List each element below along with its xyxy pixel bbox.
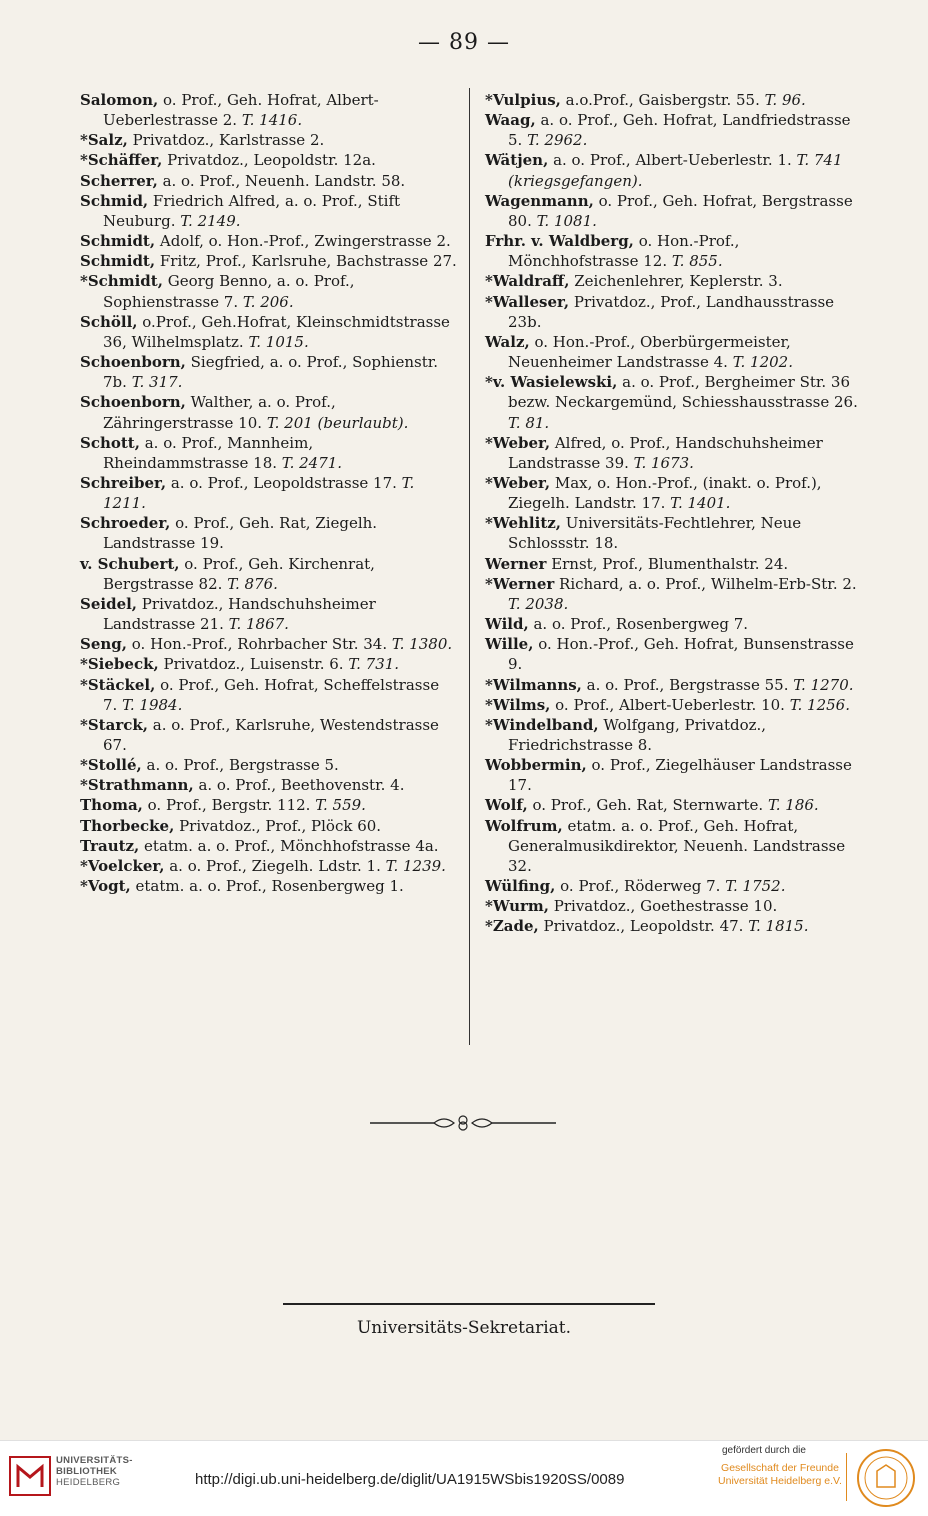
entry-telephone: T. 2149.	[180, 211, 241, 230]
right-column	[485, 90, 863, 937]
entry-name: Walz,	[485, 332, 530, 351]
directory-entry	[80, 392, 458, 432]
entry-name: Thoma,	[80, 796, 143, 815]
society-name-line2: Universität Heidelberg e.V.	[718, 1474, 842, 1487]
library-name-line3: HEIDELBERG	[56, 1477, 121, 1488]
entry-details: a. o. Prof., Leopoldstrasse 17.	[166, 473, 402, 492]
directory-entry	[80, 795, 458, 815]
ornament-divider	[370, 1112, 556, 1134]
directory-entry	[485, 271, 863, 291]
entry-name: *Wilms,	[485, 695, 551, 714]
directory-entry	[485, 473, 863, 513]
entry-details: Privatdoz., Goethestrasse 10.	[548, 897, 778, 916]
permalink-url[interactable]: http://digi.ub.uni-heidelberg.de/diglit/UA1915WSbis1920SS/0089	[195, 1471, 625, 1488]
entry-telephone: T. 1416.	[241, 111, 303, 130]
entry-name: *Siebeck,	[80, 655, 159, 674]
entry-details: Universitäts-Fechtlehrer, Neue Schlossstr. 18.	[508, 514, 802, 553]
entry-name: Seng,	[80, 635, 127, 654]
directory-entry	[485, 695, 863, 715]
entry-details: o. Prof., Röderweg 7.	[555, 877, 726, 896]
directory-entry	[80, 554, 458, 594]
entry-name: Frhr. v. Waldberg,	[485, 232, 634, 251]
entry-telephone: T. 1401.	[670, 494, 731, 513]
entry-name: Thorbecke,	[80, 816, 175, 835]
entry-name: *Voelcker,	[80, 856, 165, 875]
footer-caption: Universitäts-Sekretariat.	[356, 1318, 572, 1338]
entry-details: a. o. Prof., Bergstrasse 55.	[581, 675, 794, 694]
directory-entry	[485, 150, 863, 190]
directory-entry	[485, 332, 863, 372]
entry-details: Zeichenlehrer, Keplerstr. 3.	[569, 272, 783, 291]
entry-telephone: T. 1081.	[536, 211, 597, 230]
directory-entry	[80, 856, 458, 876]
entry-details: Walther, a. o. Prof., Zähringerstrasse 10.	[103, 393, 336, 432]
entry-telephone: T. 206.	[242, 292, 294, 311]
directory-entry	[485, 896, 863, 916]
entry-details: o.Prof., Geh.Hofrat, Kleinschmidtstrasse 36, Wilhelmsplatz.	[103, 312, 450, 351]
directory-entry	[80, 594, 458, 634]
library-name-line1: UNIVERSITÄTS-	[56, 1455, 133, 1466]
entry-telephone: T. 1673.	[633, 453, 694, 472]
entry-details: Adolf, o. Hon.-Prof., Zwingerstrasse 2.	[155, 232, 451, 251]
entry-telephone: T. 1984.	[122, 695, 183, 714]
entry-telephone: T. 1867.	[228, 615, 289, 634]
column-divider	[469, 88, 470, 1045]
entry-details: a.o.Prof., Gaisbergstr. 55.	[560, 91, 765, 109]
entry-details: o. Hon.-Prof., Oberbürgermeister, Neuenheimer Landstrasse 4.	[508, 332, 791, 372]
entry-details: o. Prof., Geh. Rat, Sternwarte.	[527, 796, 768, 815]
entry-details: Wolfgang, Privatdoz., Friedrichstrasse 8.	[508, 715, 767, 754]
entry-name: Schmid,	[80, 191, 149, 210]
entry-telephone: T. 81.	[508, 413, 550, 432]
directory-entry	[485, 90, 863, 110]
entry-name: *Wurm,	[485, 897, 549, 916]
entry-name: Schott,	[80, 433, 140, 452]
entry-details: a. o. Prof., Ziegelh. Ldstr. 1.	[164, 856, 386, 875]
entry-details: Alfred, o. Prof., Handschuhsheimer Landstrasse 39.	[508, 433, 823, 472]
entry-name: Scherrer,	[80, 171, 158, 190]
entry-name: *Wilmanns,	[485, 675, 582, 694]
entry-telephone: T. 1015.	[248, 332, 309, 351]
entry-name: *Schmidt,	[80, 272, 163, 291]
directory-entry	[485, 634, 863, 674]
entry-telephone: T. 317.	[131, 373, 183, 392]
directory-entry	[80, 271, 458, 311]
directory-entry	[80, 171, 458, 191]
library-name	[56, 1455, 133, 1488]
entry-telephone: T. 1256.	[789, 695, 850, 714]
entry-telephone: T. 1380.	[391, 635, 453, 654]
entry-details: o. Prof., Geh. Hofrat, Scheffelstrasse 7.	[103, 675, 440, 714]
entry-details: Privatdoz., Prof., Landhausstrasse 23b.	[508, 292, 835, 331]
entry-details: o. Prof., Geh. Hofrat, Bergstrasse 80.	[508, 191, 853, 230]
directory-entry	[485, 110, 863, 150]
entry-name: Wild,	[485, 615, 529, 634]
entry-name: Trautz,	[80, 836, 140, 855]
entry-details: o. Prof., Geh. Kirchenrat, Bergstrasse 82.	[103, 554, 375, 593]
directory-entry	[80, 433, 458, 473]
entry-name: *Wehlitz,	[485, 514, 561, 533]
directory-entry	[80, 312, 458, 352]
entry-name: Werner	[485, 554, 547, 573]
directory-entry	[80, 90, 458, 130]
entry-details: a. o. Prof., Bergstrasse 5.	[141, 756, 339, 775]
entry-name: Wolfrum,	[485, 816, 563, 835]
entry-details: o. Hon.-Prof., Rohrbacher Str. 34.	[127, 635, 392, 654]
entry-details: o. Prof., Geh. Hofrat, Albert-Ueberlestrasse 2.	[103, 91, 379, 130]
directory-entry	[80, 715, 458, 755]
digitization-footer	[0, 1440, 928, 1516]
entry-name: Wille,	[485, 635, 534, 654]
directory-entry	[485, 554, 863, 574]
entry-details: a. o. Prof., Bergheimer Str. 36 bezw. Neckargemünd, Schiesshausstrasse 26.	[508, 373, 858, 412]
page-number: — 89 —	[418, 30, 510, 55]
entry-details: Privatdoz., Handschuhsheimer Landstrasse 21.	[103, 594, 376, 634]
directory-entry	[80, 130, 458, 150]
entry-telephone: T. 186.	[767, 796, 819, 815]
entry-details: Ernst, Prof., Blumenthalstr. 24.	[546, 554, 789, 573]
entry-name: *Vulpius,	[485, 91, 561, 109]
entry-telephone: T. 2962.	[527, 131, 588, 150]
directory-entry	[485, 795, 863, 815]
directory-entry	[485, 574, 863, 614]
left-column	[80, 90, 458, 896]
entry-name: *Weber,	[485, 433, 551, 452]
entry-details: Privatdoz., Prof., Plöck 60.	[174, 816, 382, 835]
entry-name: Wagenmann,	[485, 191, 594, 210]
entry-name: *Stäckel,	[80, 675, 156, 694]
entry-details: Siegfried, a. o. Prof., Sophienstr. 7b.	[103, 353, 439, 392]
university-seal-icon	[855, 1447, 917, 1509]
entry-telephone: T. 1270.	[793, 675, 854, 694]
directory-entry	[485, 675, 863, 695]
entry-telephone: T. 1752.	[725, 877, 786, 896]
entry-telephone: T. 855.	[671, 252, 723, 271]
entry-telephone: T. 1202.	[732, 353, 793, 372]
entry-name: Seidel,	[80, 594, 138, 613]
directory-entry	[485, 614, 863, 634]
directory-entry	[80, 675, 458, 715]
entry-details: a. o. Prof., Rosenbergweg 7.	[528, 615, 749, 634]
entry-details: o. Prof., Albert-Ueberlestr. 10.	[550, 695, 790, 714]
directory-entry	[80, 251, 458, 271]
entry-details: etatm. a. o. Prof., Mönchhofstrasse 4a.	[139, 836, 439, 855]
directory-entry	[485, 755, 863, 795]
entry-details: Privatdoz., Luisenstr. 6.	[158, 655, 349, 674]
library-name-line2: BIBLIOTHEK	[56, 1466, 118, 1477]
entry-telephone: T. 741 (kriegsgefangen).	[508, 151, 843, 190]
entry-name: Schmidt,	[80, 232, 156, 251]
entry-name: Schöll,	[80, 312, 138, 331]
directory-entry	[485, 513, 863, 553]
entry-name: Schroeder,	[80, 514, 171, 533]
entry-name: Wolf,	[485, 796, 528, 815]
entry-name: Wülfing,	[485, 877, 556, 896]
library-logo-icon	[8, 1453, 54, 1499]
entry-telephone: T. 1815.	[748, 917, 809, 936]
entry-name: Schmidt,	[80, 252, 156, 271]
entry-telephone: T. 731.	[348, 655, 400, 674]
entry-name: *Windelband,	[485, 715, 599, 734]
directory-entry	[80, 775, 458, 795]
entry-details: Richard, a. o. Prof., Wilhelm-Erb-Str. 2.	[554, 574, 857, 593]
entry-name: *Waldraff,	[485, 272, 570, 291]
funded-by-label: gefördert durch die	[722, 1445, 806, 1456]
entry-name: *Weber,	[485, 473, 551, 492]
directory-entry	[80, 755, 458, 775]
entry-name: Waag,	[485, 111, 536, 130]
entry-details: Privatdoz., Leopoldstr. 12a.	[162, 151, 376, 170]
entry-details: Privatdoz., Leopoldstr. 47.	[538, 917, 749, 936]
entry-telephone: T. 559.	[315, 796, 366, 815]
footer-separator	[846, 1453, 847, 1501]
directory-entry	[80, 876, 458, 896]
entry-details: a. o. Prof., Beethovenstr. 4.	[193, 776, 405, 795]
directory-entry	[80, 473, 458, 513]
entry-details: a. o. Prof., Neuenh. Landstr. 58.	[157, 171, 406, 190]
entry-details: a. o. Prof., Mannheim, Rheindammstrasse 18.	[103, 433, 314, 472]
entry-details: a. o. Prof., Albert-Ueberlestr. 1.	[548, 151, 797, 170]
entry-name: *Werner	[485, 574, 555, 593]
society-name-line1: Gesellschaft der Freunde	[721, 1462, 839, 1474]
entry-name: Schoenborn,	[80, 393, 186, 412]
entry-name: *Walleser,	[485, 292, 570, 311]
entry-details: etatm. a. o. Prof., Rosenbergweg 1.	[130, 877, 404, 896]
directory-entry	[80, 634, 458, 654]
entry-details: o. Prof., Geh. Rat, Ziegelh. Landstrasse 19.	[103, 514, 378, 553]
entry-name: *v. Wasielewski,	[485, 373, 618, 392]
entry-details: Friedrich Alfred, a. o. Prof., Stift Neuburg.	[103, 191, 401, 230]
directory-entry	[80, 816, 458, 836]
entry-details: Max, o. Hon.-Prof., (inakt. o. Prof.), Ziegelh. Landstr. 17.	[508, 473, 822, 513]
entry-name: *Schäffer,	[80, 151, 163, 170]
entry-name: Salomon,	[80, 91, 159, 109]
entry-telephone: T. 2471.	[281, 453, 343, 472]
directory-entry	[80, 836, 458, 856]
directory-entry	[80, 654, 458, 674]
directory-entry	[485, 191, 863, 231]
entry-telephone: T. 96.	[764, 91, 806, 109]
entry-details: o. Prof., Bergstr. 112.	[142, 796, 316, 815]
entry-name: *Starck,	[80, 715, 148, 734]
directory-entry	[80, 191, 458, 231]
entry-details: o. Prof., Ziegelhäuser Landstrasse 17.	[508, 756, 852, 795]
entry-name: v. Schubert,	[80, 554, 180, 573]
entry-details: o. Hon.-Prof., Geh. Hofrat, Bunsenstrasse 9.	[508, 635, 854, 674]
entry-telephone: T. 2038.	[508, 594, 569, 613]
directory-entry	[485, 816, 863, 876]
entry-name: Wätjen,	[485, 151, 549, 170]
directory-entry	[485, 715, 863, 755]
entry-telephone: T. 876.	[227, 574, 278, 593]
entry-name: Schoenborn,	[80, 353, 186, 372]
entry-name: *Vogt,	[80, 877, 131, 896]
entry-details: Georg Benno, a. o. Prof., Sophienstrasse 7.	[103, 272, 355, 311]
footer-rule	[283, 1303, 655, 1305]
society-name	[718, 1462, 842, 1487]
directory-entry	[80, 352, 458, 392]
directory-entry	[485, 372, 863, 432]
entry-details: Fritz, Prof., Karlsruhe, Bachstrasse 27.	[155, 252, 457, 271]
directory-entry	[485, 231, 863, 271]
entry-details: a. o. Prof., Geh. Hofrat, Landfriedstrasse 5.	[508, 111, 851, 150]
entry-name: *Salz,	[80, 131, 128, 150]
entry-name: Schreiber,	[80, 473, 167, 492]
entry-details: Privatdoz., Karlstrasse 2.	[127, 131, 325, 150]
directory-entry	[80, 513, 458, 553]
directory-entry	[485, 916, 863, 936]
directory-entry	[80, 231, 458, 251]
directory-entry	[80, 150, 458, 170]
directory-entry	[485, 292, 863, 332]
entry-telephone: T. 1211.	[103, 473, 415, 513]
entry-telephone: T. 1239.	[385, 856, 446, 875]
entry-name: *Zade,	[485, 917, 539, 936]
entry-telephone: T. 201 (beurlaubt).	[266, 413, 409, 432]
entry-details: etatm. a. o. Prof., Geh. Hofrat, Generalmusikdirektor, Neuenh. Landstrasse 32.	[508, 816, 846, 875]
entry-name: *Stollé,	[80, 756, 142, 775]
directory-entry	[485, 433, 863, 473]
entry-name: *Strathmann,	[80, 776, 194, 795]
entry-name: Wobbermin,	[485, 756, 587, 775]
directory-entry	[485, 876, 863, 896]
entry-details: a. o. Prof., Karlsruhe, Westendstrasse 67.	[103, 715, 439, 754]
entry-details: o. Hon.-Prof., Mönchhofstrasse 12.	[508, 232, 740, 271]
